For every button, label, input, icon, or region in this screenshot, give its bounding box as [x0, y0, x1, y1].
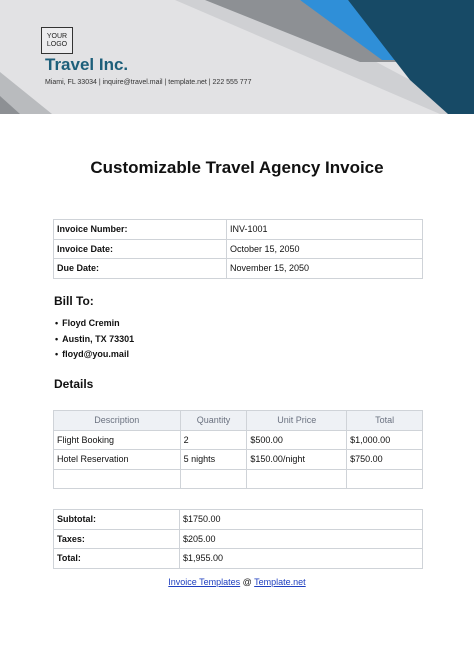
details-table	[53, 410, 423, 489]
bill-to-name: • Floyd Cremin	[55, 316, 134, 332]
table-row	[54, 450, 423, 470]
template-net-link[interactable]: Template.net	[254, 577, 306, 587]
invoice-date-label: Invoice Date:	[54, 239, 227, 259]
table-header-row	[54, 411, 423, 431]
cell-total: $1,000.00	[347, 430, 423, 450]
due-date-value: November 15, 2050	[227, 259, 423, 279]
invoice-title: Customizable Travel Agency Invoice	[90, 158, 384, 177]
cell-unit-price: $150.00/night	[247, 450, 347, 470]
bill-to-list	[55, 316, 134, 363]
details-heading: Details	[54, 377, 94, 391]
bill-to-email: • floyd@you.mail	[55, 347, 134, 363]
due-date-label: Due Date:	[54, 259, 227, 279]
invoice-templates-link[interactable]: Invoice Templates	[168, 577, 241, 587]
table-row	[54, 220, 423, 240]
logo-placeholder: YOUR LOGO	[41, 27, 73, 54]
table-row	[54, 430, 423, 450]
cell-quantity	[180, 469, 247, 489]
cell-total	[347, 469, 423, 489]
table-row	[54, 549, 423, 569]
table-row	[54, 239, 423, 259]
header-banner	[0, 0, 474, 114]
cell-total: $750.00	[347, 450, 423, 470]
invoice-number-label: Invoice Number:	[54, 220, 227, 240]
taxes-label: Taxes:	[54, 529, 180, 549]
cell-description: Hotel Reservation	[54, 450, 181, 470]
cell-unit-price: $500.00	[247, 430, 347, 450]
table-row	[54, 529, 423, 549]
subtotal-value: $1750.00	[180, 510, 423, 530]
invoice-number-value: INV-1001	[227, 220, 423, 240]
cell-quantity: 5 nights	[180, 450, 247, 470]
totals-table	[53, 509, 423, 569]
cell-quantity: 2	[180, 430, 247, 450]
column-header-description: Description	[54, 411, 181, 431]
cell-unit-price	[247, 469, 347, 489]
cell-description	[54, 469, 181, 489]
footer	[0, 577, 474, 587]
table-row	[54, 510, 423, 530]
total-value: $1,955.00	[180, 549, 423, 569]
subtotal-label: Subtotal:	[54, 510, 180, 530]
bill-to-address: • Austin, TX 73301	[55, 332, 134, 348]
table-row	[54, 469, 423, 489]
contact-info: Miami, FL 33034 | inquire@travel.mail | template.net | 222 555 777	[45, 79, 252, 86]
invoice-info-table	[53, 219, 423, 279]
column-header-total: Total	[347, 411, 423, 431]
footer-separator: @	[240, 577, 255, 587]
table-row	[54, 259, 423, 279]
column-header-unit-price: Unit Price	[247, 411, 347, 431]
total-label: Total:	[54, 549, 180, 569]
bill-to-heading: Bill To:	[54, 294, 94, 308]
cell-description: Flight Booking	[54, 430, 181, 450]
invoice-date-value: October 15, 2050	[227, 239, 423, 259]
column-header-quantity: Quantity	[180, 411, 247, 431]
taxes-value: $205.00	[180, 529, 423, 549]
company-name: Travel Inc.	[45, 55, 129, 74]
